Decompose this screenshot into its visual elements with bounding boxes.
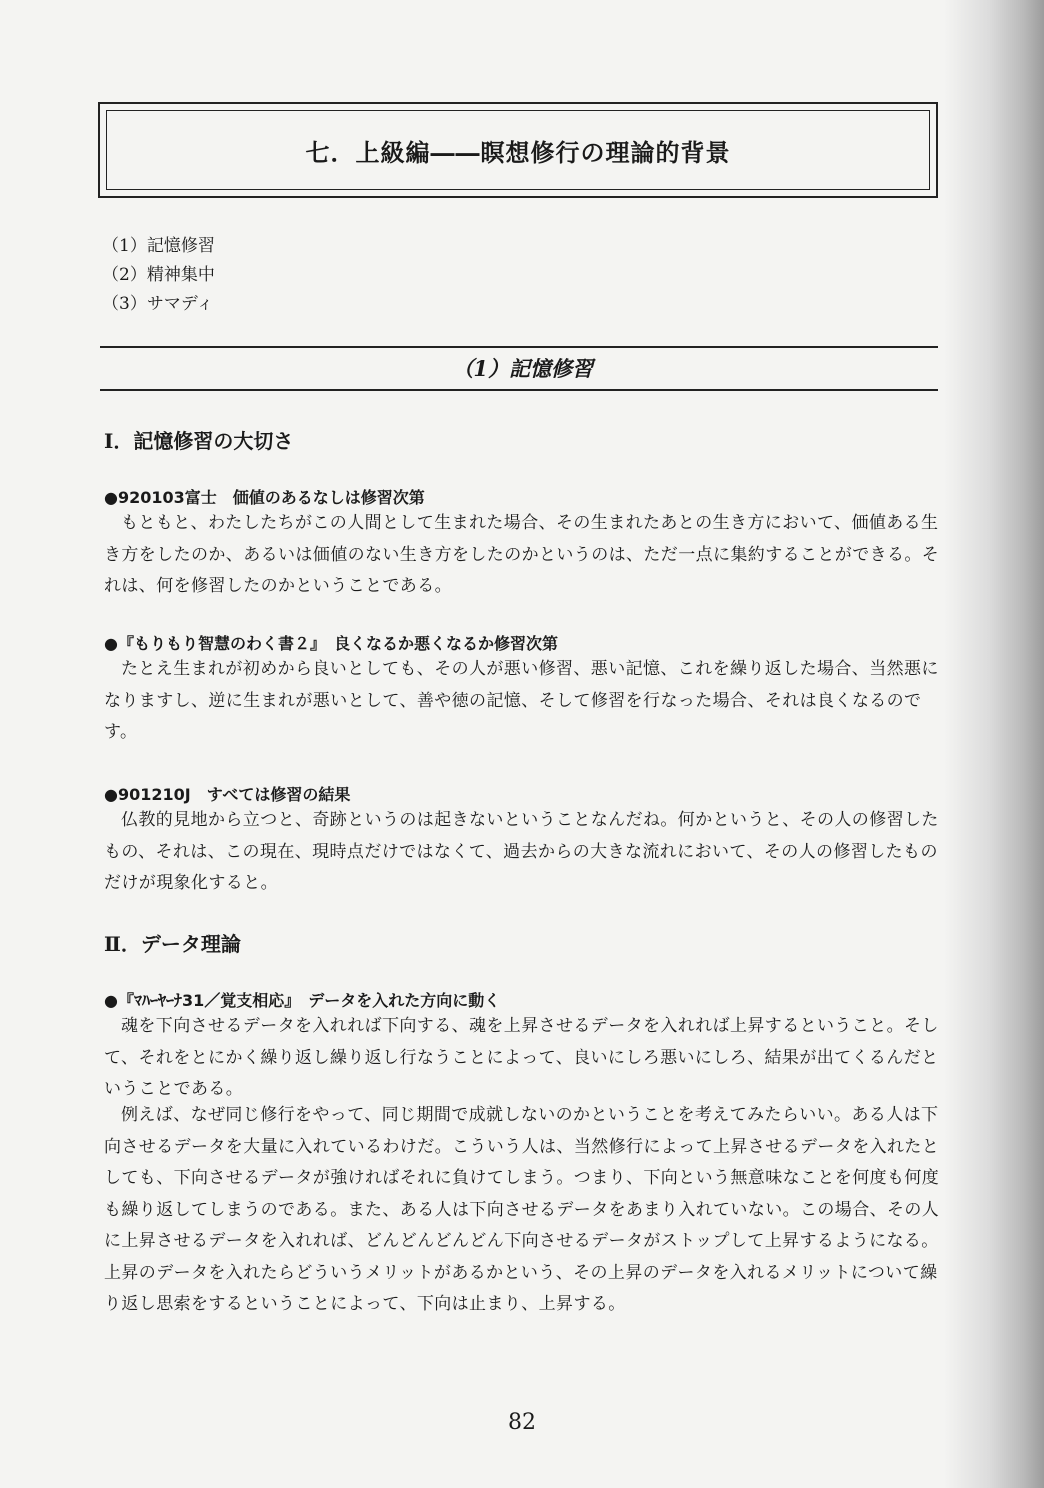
page-edge-shadow [944,0,1044,1488]
item-heading: ●901210J すべては修習の結果 [104,785,351,804]
item-heading: ●『もりもり智慧のわく書２』 良くなるか悪くなるか修習次第 [104,634,558,653]
title-box-inner [106,110,930,190]
section-rule-top [100,346,938,348]
table-of-contents [102,232,215,319]
toc-item: （2）精神集中 [102,265,215,285]
paragraph: もともと、わたしたちがこの人間として生まれた場合、その生まれたあとの生き方において、価値ある生き方をしたのか、あるいは価値のない生き方をしたのかというのは、ただ一点に集約することができる。それは、何を修習したのかということである。 [104,513,940,596]
title-box [98,102,938,198]
paragraph: 魂を下向させるデータを入れれば下向する、魂を上昇させるデータを入れれば上昇するということ。そして、それをとにかく繰り返し繰り返し行なうことによって、良いにしろ悪いにしろ、結果が出てくるんだということである。 [104,1016,939,1099]
paragraph: たとえ生まれが初めから良いとしても、その人が悪い修習、悪い記憶、これを繰り返した場合、当然悪になりますし、逆に生まれが悪いとして、善や徳の記憶、そして修習を行なった場合、それは良くなるのです。 [104,659,939,742]
item-heading: ●920103富士 価値のあるなしは修習次第 [104,488,425,507]
item-heading: ●『ﾏﾊｰﾔｰﾅ31／覚支相応』 データを入れた方向に動く [104,991,501,1010]
chapter-heading: Ⅰ．記憶修習の大切さ [104,429,294,453]
section-rule-bottom [100,389,938,391]
chapter-heading: Ⅱ．データ理論 [104,932,241,956]
paragraph: 仏教的見地から立つと、奇跡というのは起きないということなんだね。何かというと、その人の修習したもの、それは、この現在、現時点だけではなくて、過去からの大きな流れにおいて、その人の修習したものだけが現象化すると。 [104,810,939,893]
section-heading: （1）記憶修習 [452,356,593,381]
toc-item: （1）記憶修習 [102,236,215,256]
page-title: 七．上級編――瞑想修行の理論的背景 [305,137,731,167]
page-number: 82 [508,1410,536,1435]
paragraph: 例えば、なぜ同じ修行をやって、同じ期間で成就しないのかということを考えてみたらいい。ある人は下向させるデータを大量に入れているわけだ。こういう人は、当然修行によって上昇させるデータを入れたとしても、下向させるデータが強ければそれに負けてしまう。つまり、下向という無意味なことを何度も何度も繰り返してしまうのである。また、ある人は下向させるデータをあまり入れていない。この場合、その人に上昇させるデータを入れれば、どんどんどんどん下向させるデータがストップして上昇するようになる。上昇のデータを入れたらどういうメリットがあるかという、その上昇のデータを入れるメリットについて繰り返し思索をするということによって、下向は止まり、上昇する。 [104,1105,940,1314]
toc-item: （3）サマディ [102,294,214,314]
